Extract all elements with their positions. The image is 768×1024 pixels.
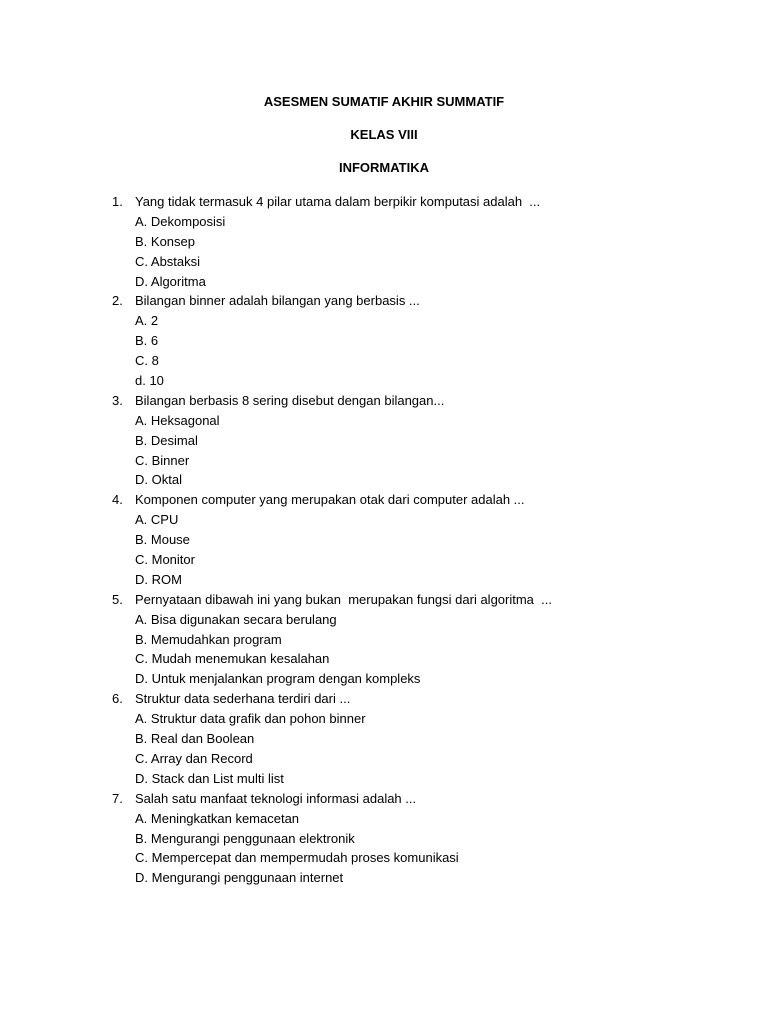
answer-option: C. Array dan Record xyxy=(135,750,253,766)
question-number: 6. xyxy=(112,691,123,707)
answer-option: A. Heksagonal xyxy=(135,412,220,428)
answer-option: A. 2 xyxy=(135,313,159,329)
answer-option: C. Binner xyxy=(135,452,190,468)
answer-option: D. Stack dan List multi list xyxy=(135,770,284,786)
question-text: Bilangan berbasis 8 sering disebut dengan bilangan... xyxy=(135,392,445,408)
question-item xyxy=(112,590,732,689)
option-list xyxy=(112,212,732,292)
question-number: 4. xyxy=(112,492,123,508)
question-item xyxy=(112,391,732,490)
option-list xyxy=(112,510,732,590)
question-item xyxy=(112,490,732,589)
answer-option: D. ROM xyxy=(135,571,182,587)
question-line xyxy=(112,192,732,212)
question-list xyxy=(112,192,732,888)
question-text: Yang tidak termasuk 4 pilar utama dalam berpikir komputasi adalah ... xyxy=(135,194,541,209)
answer-option: A. Struktur data grafik dan pohon binner xyxy=(135,711,366,727)
answer-option: A. Bisa digunakan secara berulang xyxy=(135,611,337,627)
question-line xyxy=(112,391,732,411)
question-item xyxy=(112,689,732,788)
answer-option: C. Mempercepat dan mempermudah proses komunikasi xyxy=(135,850,459,866)
answer-option: D. Oktal xyxy=(135,472,182,488)
answer-option: A. CPU xyxy=(135,512,179,528)
question-text: Pernyataan dibawah ini yang bukan merupakan fungsi dari algoritma ... xyxy=(135,591,552,607)
option-list xyxy=(112,809,732,889)
answer-option: B. Mengurangi penggunaan elektronik xyxy=(135,830,355,846)
option-list xyxy=(112,411,732,491)
option-list xyxy=(112,311,732,391)
question-line xyxy=(112,689,732,709)
answer-option: d. 10 xyxy=(135,373,164,389)
answer-option: C. Abstaksi xyxy=(135,253,201,269)
question-text: Bilangan binner adalah bilangan yang berbasis ... xyxy=(135,293,420,309)
question-number: 5. xyxy=(112,591,123,607)
answer-option: B. Mouse xyxy=(135,532,190,548)
question-line xyxy=(112,590,732,610)
document-title: ASESMEN SUMATIF AKHIR SUMMATIF xyxy=(263,94,505,109)
question-text: Komponen computer yang merupakan otak dari computer adalah ... xyxy=(135,492,525,508)
answer-option: B. Real dan Boolean xyxy=(135,731,255,747)
answer-option: A. Dekomposisi xyxy=(135,213,226,229)
question-item xyxy=(112,192,732,291)
answer-option: D. Mengurangi penggunaan internet xyxy=(135,870,344,886)
answer-option: B. 6 xyxy=(135,333,159,349)
answer-option: D. Untuk menjalankan program dengan kompleks xyxy=(135,671,421,687)
question-text: Struktur data sederhana terdiri dari ... xyxy=(135,691,351,707)
question-number: 2. xyxy=(112,293,123,309)
subject-heading: INFORMATIKA xyxy=(338,160,430,175)
question-text: Salah satu manfaat teknologi informasi adalah ... xyxy=(135,790,417,806)
question-line xyxy=(112,291,732,311)
answer-option: D. Algoritma xyxy=(135,273,206,289)
answer-option: C. Monitor xyxy=(135,552,195,568)
question-item xyxy=(112,291,732,390)
answer-option: B. Desimal xyxy=(135,432,198,448)
question-line xyxy=(112,490,732,510)
question-number: 1. xyxy=(112,194,123,209)
option-list xyxy=(112,610,732,690)
class-label: KELAS VIII xyxy=(350,127,418,142)
answer-option: A. Meningkatkan kemacetan xyxy=(135,810,300,826)
question-line xyxy=(112,789,732,809)
question-number: 7. xyxy=(112,790,123,806)
question-item xyxy=(112,789,732,888)
answer-option: B. Konsep xyxy=(135,233,195,249)
question-number: 3. xyxy=(112,392,123,408)
answer-option: C. Mudah menemukan kesalahan xyxy=(135,651,330,667)
answer-option: B. Memudahkan program xyxy=(135,631,282,647)
answer-option: C. 8 xyxy=(135,353,159,369)
option-list xyxy=(112,709,732,789)
